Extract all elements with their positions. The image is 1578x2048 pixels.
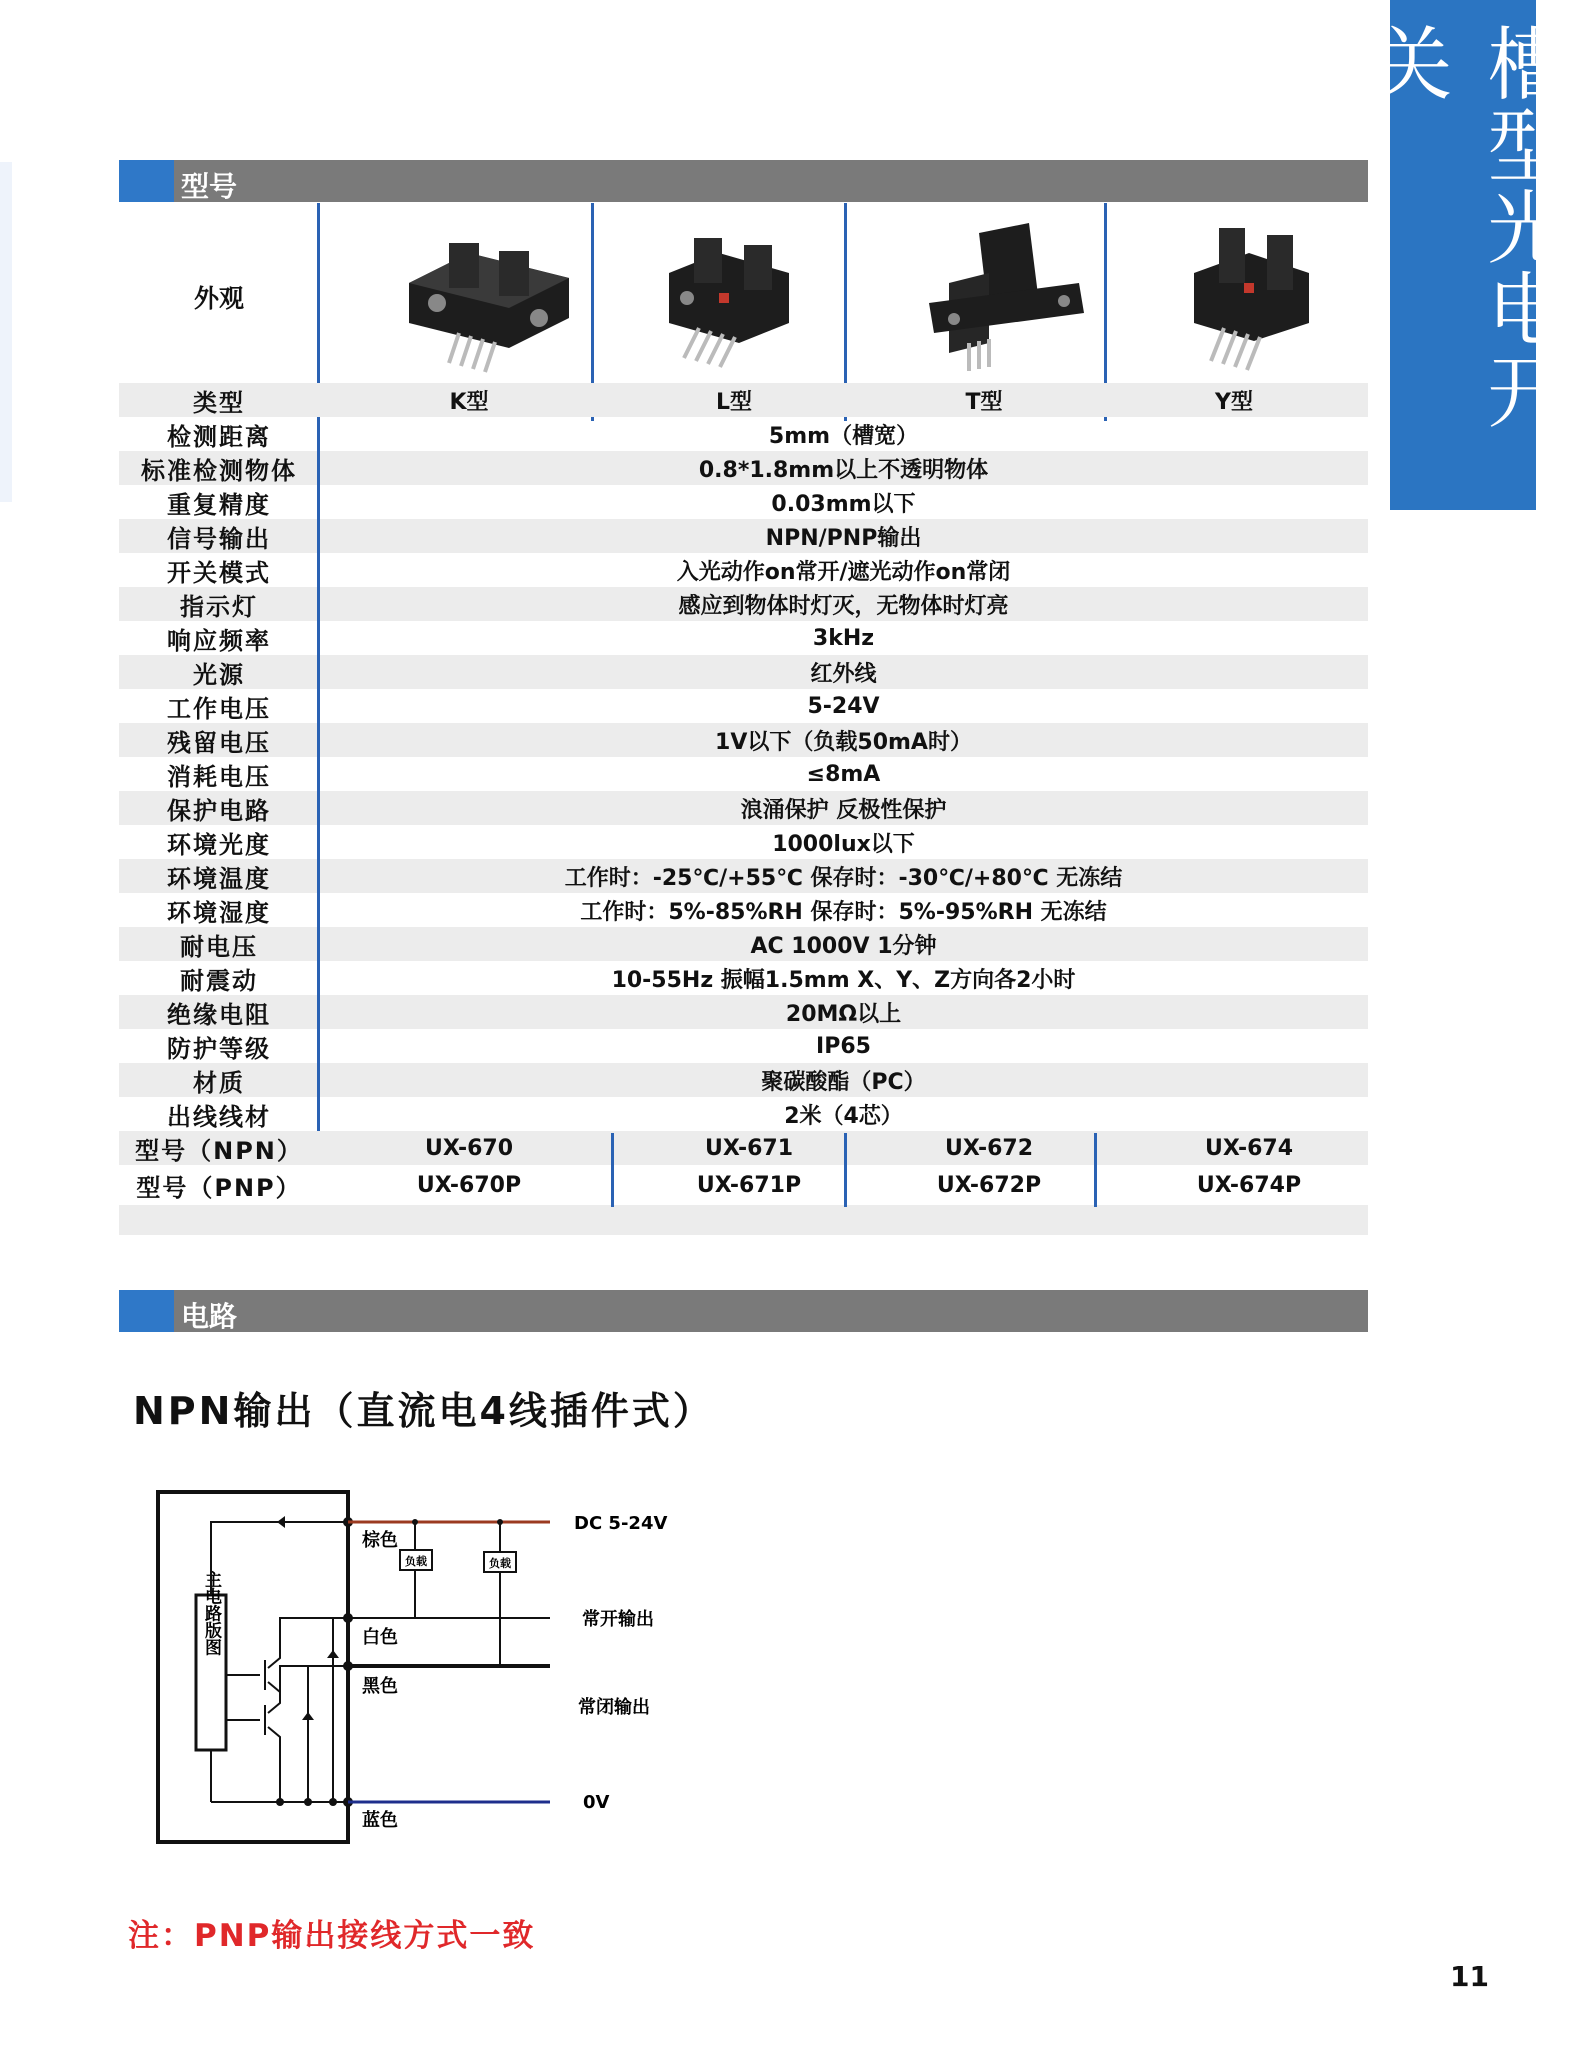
dc-voltage-label: DC 5-24V <box>574 1513 668 1534</box>
npn-model-label: 型号（NPN） <box>135 1136 303 1165</box>
npn-wiring-diagram <box>150 1480 710 1850</box>
wire-blue-label: 蓝色 <box>362 1810 398 1831</box>
section-header-model <box>119 160 1368 202</box>
npn-model-row: 型号（NPN） UX-670 UX-671 UX-672 UX-674 <box>119 1131 1368 1165</box>
product-image-y <box>1169 223 1329 373</box>
spec-row: 响应频率 3kHz <box>167 625 875 655</box>
spec-row: 残留电压 1V以下（负载50mA时） <box>119 723 1368 757</box>
type-row <box>119 383 1368 417</box>
spec-table <box>119 203 1368 1202</box>
load-1-label: 负载 <box>405 1555 427 1568</box>
section-title-model: 型号 <box>181 170 238 203</box>
spec-row: 环境湿度 工作时：5%-85%RH 保存时：5%-95%RH 无冻结 <box>167 898 1107 927</box>
spec-row: 保护电路 浪涌保护 反极性保护 <box>119 791 1368 825</box>
side-title-banner <box>1359 0 1567 510</box>
type-t: T型 <box>965 389 1003 415</box>
spec-row: 耐震动 10-55Hz 振幅1.5mm X、Y、Z方向各2小时 <box>180 966 1076 995</box>
appearance-row <box>119 203 1368 383</box>
main-board-label: 主电路版图 <box>201 1570 221 1656</box>
pnp-model-row: 型号（PNP） UX-670P UX-671P UX-672P UX-674P <box>119 1165 1368 1205</box>
spec-row: 重复精度 0.03mm以下 <box>167 490 916 519</box>
type-y: Y型 <box>1215 389 1253 415</box>
spec-row: 工作电压 5-24V <box>167 693 880 723</box>
spec-row: 出线线材 2米（4芯） <box>167 1102 903 1131</box>
type-label: 类型 <box>193 388 245 417</box>
section-title-circuit: 电路 <box>181 1300 238 1333</box>
spec-row: 指示灯 感应到物体时灯灭，无物体时灯亮 <box>119 587 1368 621</box>
spec-rows <box>119 383 1368 1235</box>
product-image-l <box>649 223 809 373</box>
spec-row: 消耗电压 ≤8mA <box>167 761 881 791</box>
spec-row: 防护等级 IP65 <box>167 1033 871 1063</box>
section-header-circuit <box>119 1290 1368 1332</box>
wire-brown-label: 棕色 <box>362 1530 398 1551</box>
wire-white-label: 白色 <box>362 1627 398 1648</box>
spec-row: 检测距离 5mm（槽宽） <box>167 422 919 451</box>
nc-output-label: 常闭输出 <box>578 1697 650 1718</box>
spec-row: 信号输出 NPN/PNP输出 <box>119 519 1368 553</box>
spec-row: 环境光度 1000lux以下 <box>167 830 915 859</box>
page-number: 11 <box>1450 1960 1489 1993</box>
spec-row: 环境温度 工作时：-25℃/+55℃ 保存时：-30℃/+80℃ 无冻结 <box>119 859 1368 893</box>
spec-row: 标准检测物体 0.8*1.8mm以上不透明物体 <box>119 451 1368 485</box>
spec-row: 开关模式 入光动作on常开/遮光动作on常闭 <box>167 558 1011 587</box>
spec-row: 光源 红外线 <box>119 655 1368 689</box>
side-title: 槽型光电开关 <box>1359 22 1567 432</box>
left-decor-strip <box>0 162 12 502</box>
type-l: L型 <box>715 389 753 415</box>
appearance-label: 外观 <box>193 284 244 313</box>
pnp-model-label: 型号（PNP） <box>136 1173 302 1202</box>
npn-output-title: NPN输出（直流电4线插件式） <box>133 1389 714 1433</box>
wire-black-label: 黑色 <box>362 1676 398 1697</box>
product-image-k <box>379 223 589 373</box>
pnp-note: 注：PNP输出接线方式一致 <box>128 1918 536 1954</box>
no-output-label: 常开输出 <box>582 1609 654 1630</box>
spec-row: 绝缘电阻 20MΩ以上 <box>119 995 1368 1029</box>
product-image-t <box>909 223 1099 373</box>
zero-volt-label: 0V <box>583 1792 610 1813</box>
spec-row: 耐电压 AC 1000V 1分钟 <box>119 927 1368 961</box>
type-k: K型 <box>449 389 489 415</box>
spec-row: 材质 聚碳酸酯（PC） <box>119 1063 1368 1097</box>
load-2-label: 负载 <box>489 1557 511 1570</box>
